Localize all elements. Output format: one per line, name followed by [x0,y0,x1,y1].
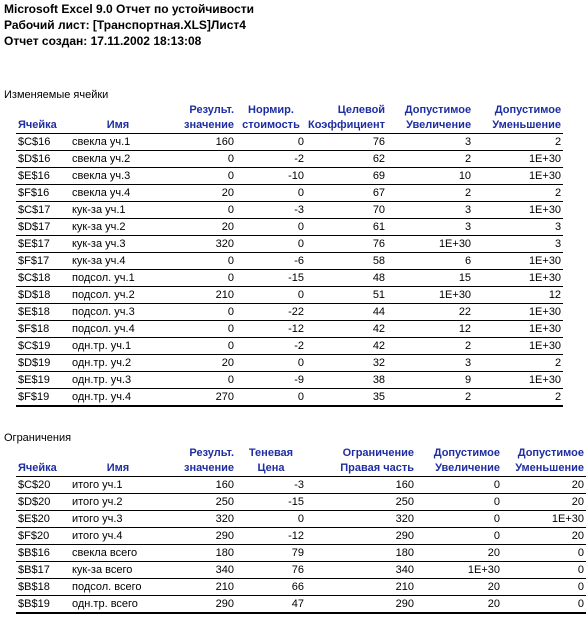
cell-name: свекла уч.1 [70,134,166,151]
col-objective-bottom: Коэффициент [306,118,387,134]
col-shadow-top: Теневая [248,447,294,459]
cell-value: 0 [166,372,236,389]
col-shadow-bottom: Цена [236,461,306,477]
table-row [16,219,563,236]
table-row [16,287,563,304]
cell-cell: $D$16 [16,151,70,168]
cell-cell: $E$18 [16,304,70,321]
col-increase-bottom: Увеличение [387,118,473,134]
table-row [16,202,563,219]
cell-cell: $B$17 [16,562,70,579]
col-increase-top: Допустимое [433,447,500,459]
col-increase-top: Допустимое [404,104,472,116]
cell-name: кук-за всего [70,562,166,579]
cell-cell: $C$17 [16,202,70,219]
col-decrease-bottom: Уменьшение [502,461,586,477]
cell-value: 180 [166,545,236,562]
cell-name: одн.тр. уч.2 [70,355,166,372]
col-value-bottom: значение [166,461,236,477]
cell-reduced: -2 [236,338,306,355]
cell-name: подсол. уч.2 [70,287,166,304]
table-row [16,355,563,372]
cell-name: одн.тр. уч.1 [70,338,166,355]
table-row [16,151,563,168]
cell-cell: $E$19 [16,372,70,389]
col-cell: Ячейка [16,118,70,134]
cell-objective: 70 [306,202,387,219]
cell-decrease: 2 [473,355,563,372]
cell-increase: 0 [416,511,502,528]
cell-objective: 48 [306,270,387,287]
cell-increase: 20 [416,579,502,596]
cell-value: 250 [166,494,236,511]
cell-name: подсол. всего [70,579,166,596]
cell-value: 20 [166,355,236,372]
cell-reduced: 0 [236,355,306,372]
cell-cell: $C$19 [16,338,70,355]
cell-shadow: 47 [236,596,306,614]
cell-cell: $B$16 [16,545,70,562]
cell-rhs: 160 [306,477,416,494]
col-cell: Ячейка [16,461,70,477]
cell-decrease: 20 [502,494,586,511]
table-row [16,372,563,389]
cell-objective: 62 [306,151,387,168]
cell-decrease: 2 [473,185,563,202]
cell-increase: 0 [416,528,502,545]
cell-cell: $C$16 [16,134,70,151]
cell-decrease: 1E+30 [473,321,563,338]
cell-cell: $B$18 [16,579,70,596]
cell-value: 210 [166,287,236,304]
cell-decrease: 1E+30 [473,168,563,185]
cell-decrease: 0 [502,579,586,596]
cell-name: подсол. уч.4 [70,321,166,338]
cell-decrease: 0 [502,562,586,579]
cell-name: итого уч.1 [70,477,166,494]
table-row [16,321,563,338]
cell-reduced: 0 [236,389,306,407]
cell-shadow: -15 [236,494,306,511]
cell-reduced: -15 [236,270,306,287]
table-row [16,545,586,562]
cell-objective: 76 [306,236,387,253]
cell-decrease: 1E+30 [473,202,563,219]
cell-value: 160 [166,134,236,151]
cell-cell: $C$18 [16,270,70,287]
cell-objective: 32 [306,355,387,372]
cell-objective: 61 [306,219,387,236]
cell-increase: 1E+30 [416,562,502,579]
cell-decrease: 3 [473,236,563,253]
cell-increase: 10 [387,168,473,185]
cell-reduced: -3 [236,202,306,219]
table-row [16,389,563,407]
cell-increase: 2 [387,185,473,202]
table-row [16,168,563,185]
cell-objective: 42 [306,321,387,338]
cell-increase: 1E+30 [387,287,473,304]
cell-value: 290 [166,596,236,614]
cell-cell: $E$17 [16,236,70,253]
cell-increase: 6 [387,253,473,270]
cell-value: 0 [166,338,236,355]
cell-objective: 44 [306,304,387,321]
col-name: Имя [70,461,166,477]
col-name: Имя [70,118,166,134]
cell-increase: 3 [387,219,473,236]
cell-reduced: -6 [236,253,306,270]
cell-name: итого уч.2 [70,494,166,511]
cell-decrease: 1E+30 [473,253,563,270]
cell-increase: 12 [387,321,473,338]
cell-cell: $C$20 [16,477,70,494]
cell-name: итого уч.4 [70,528,166,545]
cell-increase: 20 [416,545,502,562]
cell-reduced: -22 [236,304,306,321]
table-row [16,562,586,579]
cell-cell: $D$17 [16,219,70,236]
cell-value: 0 [166,304,236,321]
report-title: Microsoft Excel 9.0 Отчет по устойчивости [4,2,254,16]
cell-objective: 51 [306,287,387,304]
col-rhs-bottom: Правая часть [306,461,416,477]
cell-objective: 76 [306,134,387,151]
cell-rhs: 180 [306,545,416,562]
cell-name: подсол. уч.3 [70,304,166,321]
cell-value: 0 [166,151,236,168]
cell-cell: $B$19 [16,596,70,614]
cell-rhs: 340 [306,562,416,579]
cell-value: 290 [166,528,236,545]
cell-cell: $E$16 [16,168,70,185]
cell-decrease: 1E+30 [473,151,563,168]
cell-increase: 22 [387,304,473,321]
table-row [16,528,586,545]
cell-shadow: 66 [236,579,306,596]
col-reduced-bottom: стоимость [236,118,306,134]
cell-value: 340 [166,562,236,579]
cell-reduced: -2 [236,151,306,168]
cell-value: 320 [166,236,236,253]
cell-increase: 3 [387,355,473,372]
cell-increase: 15 [387,270,473,287]
cell-name: свекла уч.4 [70,185,166,202]
cell-increase: 9 [387,372,473,389]
cell-increase: 3 [387,202,473,219]
cell-value: 270 [166,389,236,407]
cell-objective: 69 [306,168,387,185]
cell-objective: 38 [306,372,387,389]
cell-shadow: -12 [236,528,306,545]
col-value-top: Результ. [189,447,234,459]
table-row [16,494,586,511]
variable-cells-table [16,103,563,407]
cell-value: 0 [166,270,236,287]
cell-name: свекла всего [70,545,166,562]
col-increase-bottom: Увеличение [416,461,502,477]
table-row [16,253,563,270]
table-row [16,477,586,494]
cell-shadow: 76 [236,562,306,579]
cell-reduced: 0 [236,134,306,151]
cell-rhs: 250 [306,494,416,511]
cell-name: кук-за уч.4 [70,253,166,270]
constraints-title: Ограничения [4,432,72,444]
cell-name: одн.тр. всего [70,596,166,614]
created-line: Отчет создан: 17.11.2002 18:13:08 [4,34,202,48]
cell-name: свекла уч.2 [70,151,166,168]
cell-reduced: 0 [236,185,306,202]
cell-value: 0 [166,321,236,338]
cell-value: 0 [166,168,236,185]
col-rhs-top: Ограничение [342,447,414,459]
cell-decrease: 1E+30 [473,338,563,355]
cell-name: подсол. уч.1 [70,270,166,287]
cell-value: 0 [166,202,236,219]
constraints-table [16,446,586,614]
cell-objective: 58 [306,253,387,270]
cell-name: одн.тр. уч.3 [70,372,166,389]
cell-objective: 35 [306,389,387,407]
cell-value: 20 [166,219,236,236]
table-row [16,270,563,287]
table-row [16,579,586,596]
col-value-top: Результ. [189,104,234,116]
cell-value: 0 [166,253,236,270]
cell-decrease: 0 [502,596,586,614]
table-row [16,185,563,202]
col-objective-top: Целевой [337,104,386,116]
cell-shadow: 0 [236,511,306,528]
cell-decrease: 1E+30 [473,270,563,287]
cell-name: итого уч.3 [70,511,166,528]
cell-increase: 1E+30 [387,236,473,253]
cell-shadow: 79 [236,545,306,562]
cell-value: 20 [166,185,236,202]
cell-increase: 2 [387,389,473,407]
cell-cell: $F$20 [16,528,70,545]
cell-value: 160 [166,477,236,494]
cell-objective: 42 [306,338,387,355]
cell-reduced: -10 [236,168,306,185]
cell-cell: $F$19 [16,389,70,407]
cell-increase: 0 [416,477,502,494]
cell-cell: $F$16 [16,185,70,202]
cell-increase: 3 [387,134,473,151]
cell-cell: $D$18 [16,287,70,304]
cell-shadow: -3 [236,477,306,494]
variable-cells-title: Изменяемые ячейки [4,89,109,101]
col-decrease-bottom: Уменьшение [473,118,563,134]
table-row [16,338,563,355]
cell-cell: $E$20 [16,511,70,528]
cell-name: кук-за уч.2 [70,219,166,236]
cell-decrease: 2 [473,389,563,407]
cell-reduced: 0 [236,236,306,253]
cell-cell: $D$20 [16,494,70,511]
cell-cell: $D$19 [16,355,70,372]
table-row [16,596,586,614]
cell-reduced: 0 [236,219,306,236]
cell-decrease: 0 [502,545,586,562]
cell-cell: $F$17 [16,253,70,270]
cell-decrease: 1E+30 [473,304,563,321]
cell-name: кук-за уч.3 [70,236,166,253]
cell-name: кук-за уч.1 [70,202,166,219]
cell-decrease: 20 [502,528,586,545]
cell-rhs: 290 [306,596,416,614]
col-value-bottom: значение [166,118,236,134]
cell-decrease: 1E+30 [502,511,586,528]
cell-increase: 20 [416,596,502,614]
cell-decrease: 12 [473,287,563,304]
cell-decrease: 1E+30 [473,372,563,389]
col-decrease-top: Допустимое [517,447,584,459]
table-row [16,304,563,321]
cell-name: одн.тр. уч.4 [70,389,166,407]
table-row [16,134,563,151]
cell-rhs: 320 [306,511,416,528]
cell-decrease: 2 [473,134,563,151]
cell-increase: 2 [387,151,473,168]
table-row [16,511,586,528]
cell-value: 210 [166,579,236,596]
cell-increase: 2 [387,338,473,355]
cell-name: свекла уч.3 [70,168,166,185]
cell-rhs: 290 [306,528,416,545]
cell-cell: $F$18 [16,321,70,338]
cell-rhs: 210 [306,579,416,596]
table-row [16,236,563,253]
cell-reduced: -12 [236,321,306,338]
cell-value: 320 [166,511,236,528]
cell-reduced: 0 [236,287,306,304]
col-reduced-top: Нормир. [248,104,294,116]
cell-increase: 0 [416,494,502,511]
worksheet-line: Рабочий лист: [Транспортная.XLS]Лист4 [4,18,246,32]
cell-reduced: -9 [236,372,306,389]
cell-objective: 67 [306,185,387,202]
col-decrease-top: Допустимое [494,104,562,116]
cell-decrease: 3 [473,219,563,236]
cell-decrease: 20 [502,477,586,494]
